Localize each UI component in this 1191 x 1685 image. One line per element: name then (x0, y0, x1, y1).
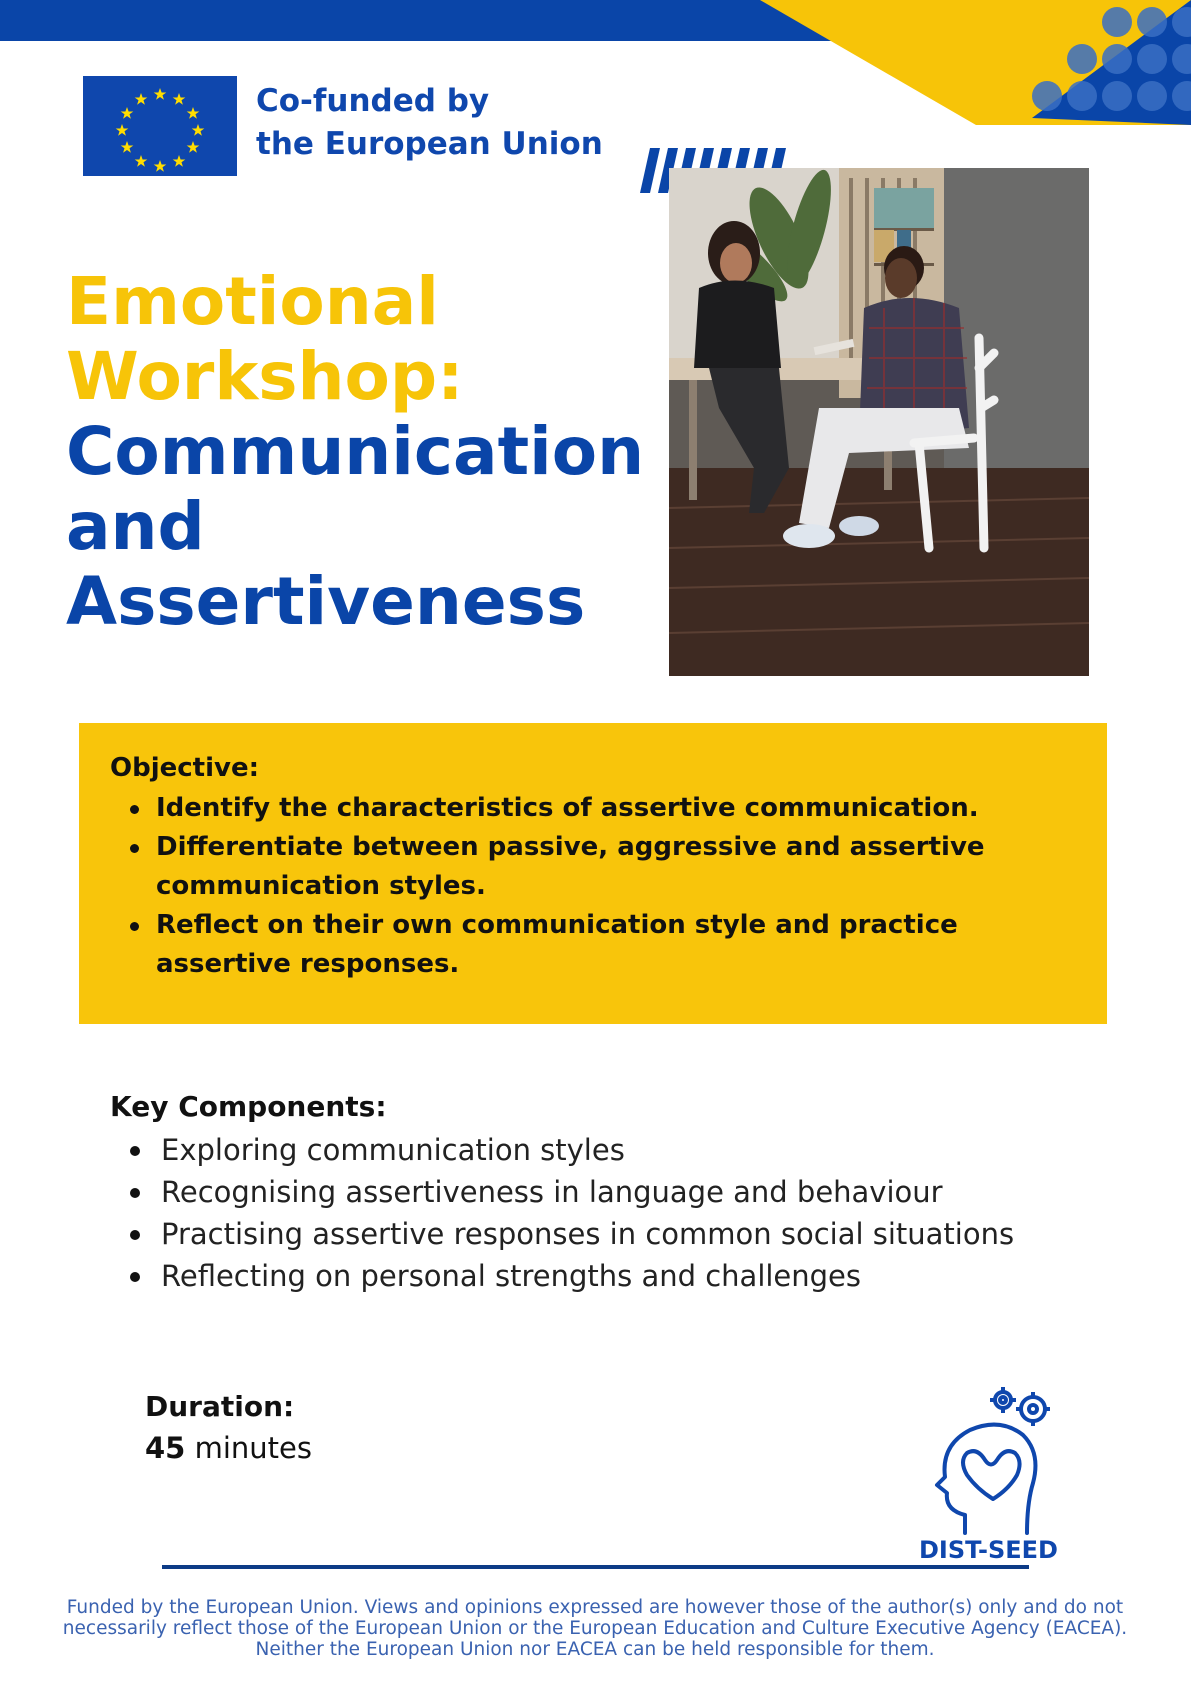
key-component-item: Exploring communication styles (110, 1129, 1090, 1171)
objective-panel (79, 723, 1107, 1024)
corner-decoration (760, 0, 1191, 125)
title-line-1: Emotional (66, 263, 439, 340)
page-title (66, 263, 645, 640)
title-line-5: Assertiveness (66, 563, 586, 640)
objective-item: Reflect on their own communication style and practice assertive responses. (110, 906, 1090, 984)
head-heart-gears-icon (915, 1385, 1065, 1535)
duration-unit: minutes (185, 1431, 312, 1465)
footer-divider (162, 1565, 1029, 1569)
key-components-list (110, 1129, 1090, 1297)
title-line-4: and (66, 488, 205, 565)
key-component-item: Reflecting on personal strengths and challenges (110, 1255, 1090, 1297)
funding-disclaimer: Funded by the European Union. Views and opinions expressed are however those of the author(s) only and do not necessarily reflect those of the European Union or the European Education and Culture Executive Agency (EACEA). Neither the European Union nor EACEA can be held responsible for them. (62, 1597, 1128, 1660)
key-component-item: Recognising assertiveness in language and behaviour (110, 1171, 1090, 1213)
objective-item: Differentiate between passive, aggressive and assertive communication styles. (110, 828, 1090, 906)
title-line-3: Communication (66, 413, 645, 490)
key-components-heading: Key Components: (110, 1090, 387, 1123)
key-component-item: Practising assertive responses in common social situations (110, 1213, 1090, 1255)
objective-list (110, 789, 1090, 984)
duration-number: 45 (145, 1431, 186, 1465)
objective-heading: Objective: (110, 753, 259, 783)
eu-logo-line1: Co-funded by (256, 83, 490, 119)
dist-seed-logo-text: DIST-SEED (919, 1536, 1058, 1564)
eu-flag-icon (83, 76, 237, 176)
title-line-2: Workshop: (66, 338, 464, 415)
objective-item: Identify the characteristics of assertive communication. (110, 789, 1090, 828)
duration-heading: Duration: (145, 1390, 295, 1423)
eu-logo-line2: the European Union (256, 126, 603, 162)
workshop-photo (669, 168, 1089, 676)
eu-logo-text (256, 80, 616, 166)
duration-value (145, 1431, 312, 1465)
